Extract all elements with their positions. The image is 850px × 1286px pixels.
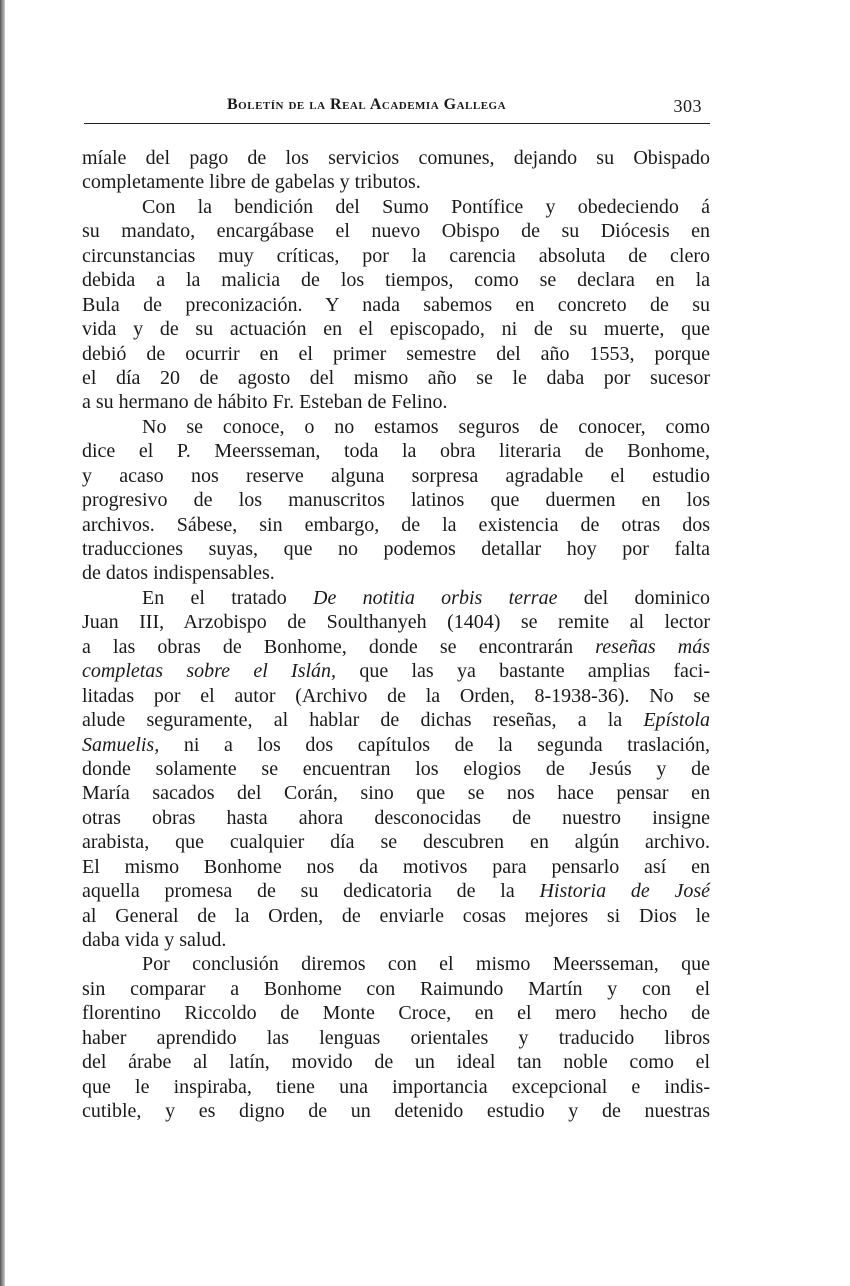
text-line (82, 659, 710, 683)
text-segment: debió de ocurrir en el primer semestre del año 1553, porque (82, 342, 710, 365)
text-line (82, 219, 710, 243)
text-segment: sin comparar a Bonhome con Raimundo Martín y con el (82, 977, 710, 1000)
text-line (82, 366, 710, 390)
text-segment: el día 20 de agosto del mismo año se le daba por sucesor (82, 366, 710, 389)
text-segment: debida a la malicia de los tiempos, como se declara en la (82, 269, 710, 292)
text-segment: del dominico (557, 586, 711, 609)
text-line (82, 879, 710, 903)
text-line (82, 708, 710, 732)
text-line (82, 293, 710, 317)
text-segment: que le inspiraba, tiene una importancia excepcional e indis- (82, 1075, 710, 1098)
scan-edge (0, 0, 5, 1286)
text-line (82, 757, 710, 781)
journal-title: Boletín de la Real Academia Gallega (227, 96, 507, 113)
text-segment: dice el P. Meersseman, toda la obra literaria de Bonhome, (82, 440, 710, 463)
text-line (82, 537, 710, 561)
text-segment: circunstancias muy críticas, por la carencia absoluta de clero (82, 244, 710, 267)
text-line (82, 830, 710, 854)
text-segment: El mismo Bonhome nos da motivos para pensarlo así en (82, 855, 710, 878)
header-rule (84, 123, 710, 124)
text-line (82, 244, 710, 268)
text-segment: daba vida y salud. (82, 929, 227, 951)
text-segment: que las ya bastante amplias faci- (336, 660, 710, 683)
italic-title: De notitia orbis terrae (313, 586, 558, 609)
text-segment: archivos. Sábese, sin embargo, de la existencia de otras dos (82, 513, 710, 536)
text-line (82, 342, 710, 366)
text-segment: a su hermano de hábito Fr. Esteban de Felino. (82, 391, 448, 414)
text-line (82, 1099, 710, 1123)
text-segment: a las obras de Bonhome, donde se encontrarán (82, 635, 596, 658)
text-segment: En el tratado (142, 586, 314, 609)
body-text (82, 146, 710, 1124)
text-segment: otras obras hasta ahora desconocidas de nuestro insigne (82, 806, 710, 829)
text-line (82, 195, 710, 219)
italic-title: Epístola (643, 709, 710, 732)
text-line (82, 268, 710, 292)
text-line (82, 635, 710, 659)
text-segment: Con la bendición del Sumo Pontífice y obedeciendo á (142, 195, 710, 218)
text-segment: aquella promesa de su dedicatoria de la (82, 880, 540, 903)
text-segment: arabista, que cualquier día se descubren en algún archivo. (82, 831, 710, 854)
text-line (82, 733, 710, 757)
text-line (82, 684, 710, 708)
text-segment: de datos indispensables. (82, 562, 275, 585)
text-line (82, 781, 710, 805)
text-line (82, 439, 710, 463)
italic-title: completas sobre el Islán, (82, 660, 337, 683)
text-segment: ni a los dos capítulos de la segunda traslación, (159, 733, 710, 756)
text-line (82, 1075, 710, 1099)
text-line (82, 586, 710, 610)
text-line (82, 928, 710, 952)
page-number: 303 (673, 96, 702, 116)
text-segment: y acaso nos reserve alguna sorpresa agradable el estudio (82, 464, 710, 487)
text-line (82, 464, 710, 488)
text-segment: vida y de su actuación en el episcopado, ni de su muerte, que (82, 318, 710, 341)
text-segment: litadas por el autor (Archivo de la Orden, 8-1938-36). No se (82, 684, 710, 707)
text-line (82, 855, 710, 879)
text-line (82, 1001, 710, 1025)
text-line (82, 488, 710, 512)
text-segment: donde solamente se encuentran los elogios de Jesús y de (82, 757, 710, 780)
text-segment: No se conoce, o no estamos seguros de conocer, como (142, 415, 710, 438)
text-segment: del árabe al latín, movido de un ideal tan noble como el (82, 1051, 710, 1074)
text-line (82, 806, 710, 830)
text-segment: cutible, y es digno de un detenido estudio y de nuestras (82, 1100, 710, 1123)
text-line (82, 977, 710, 1001)
text-line (82, 610, 710, 634)
text-line (82, 904, 710, 928)
text-segment: Por conclusión diremos con el mismo Meersseman, que (142, 953, 710, 976)
text-segment: al General de la Orden, de enviarle cosas mejores si Dios le (82, 904, 710, 927)
text-segment: progresivo de los manuscritos latinos que duermen en los (82, 489, 710, 512)
text-segment: su mandato, encargábase el nuevo Obispo de su Diócesis en (82, 220, 710, 243)
text-segment: florentino Riccoldo de Monte Croce, en el mero hecho de (82, 1002, 710, 1025)
italic-title: reseñas más (595, 635, 710, 658)
text-line (82, 317, 710, 341)
text-segment: Bula de preconización. Y nada sabemos en concreto de su (82, 293, 710, 316)
text-line (82, 561, 710, 585)
running-header (82, 96, 710, 120)
text-line (82, 952, 710, 976)
text-line (82, 1050, 710, 1074)
text-line (82, 415, 710, 439)
text-segment: míale del pago de los servicios comunes, dejando su Obispado (82, 147, 710, 169)
text-segment: alude seguramente, al hablar de dichas reseñas, a la (82, 709, 644, 732)
text-segment: Juan III, Arzobispo de Soulthanyeh (1404) se remite al lector (82, 611, 710, 634)
text-segment: completamente libre de gabelas y tributos. (82, 171, 421, 194)
text-line (82, 170, 710, 194)
text-line (82, 1026, 710, 1050)
italic-title: Samuelis, (82, 733, 160, 756)
text-line (82, 146, 710, 170)
text-line (82, 513, 710, 537)
italic-title: Historia de José (539, 880, 710, 903)
text-segment: María sacados del Corán, sino que se nos hace pensar en (82, 782, 710, 805)
text-segment: traducciones suyas, que no podemos detallar hoy por falta (82, 538, 710, 560)
text-line (82, 390, 710, 414)
text-segment: haber aprendido las lenguas orientales y traducido libros (82, 1026, 710, 1049)
